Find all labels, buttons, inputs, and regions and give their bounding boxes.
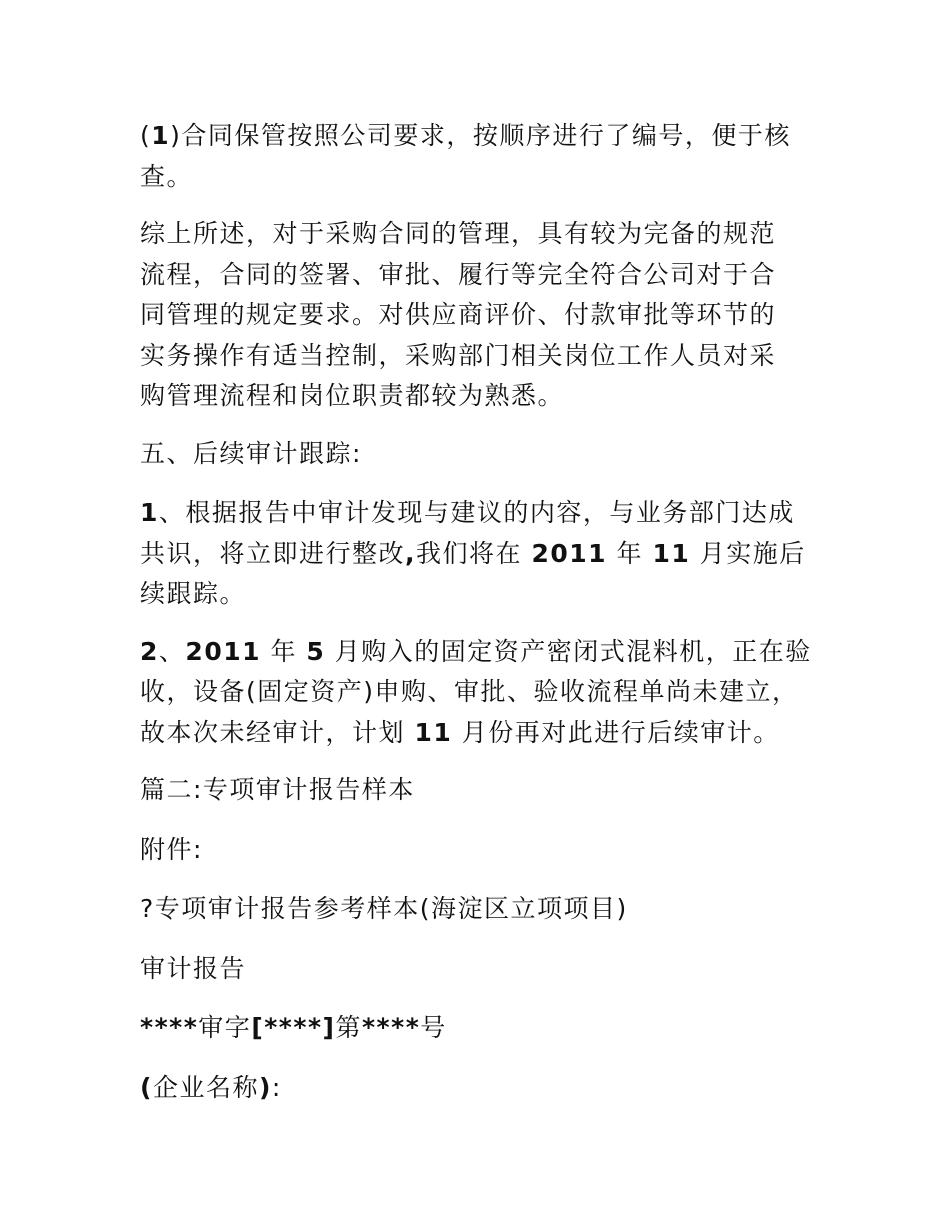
text-segment: 号	[420, 1013, 447, 1042]
bold-text-segment: 1	[140, 498, 159, 527]
text-segment: 月实施后	[690, 538, 806, 568]
text-line	[140, 376, 820, 417]
text-line	[140, 157, 820, 198]
text-line	[140, 336, 820, 377]
text-line	[140, 889, 820, 930]
paragraph	[140, 770, 820, 811]
text-segment: 流程，合同的签署、审批、履行等完全符合公司对于合	[140, 259, 777, 289]
bold-text-segment: ****	[140, 1013, 199, 1042]
text-line	[140, 534, 820, 575]
paragraph	[140, 434, 820, 475]
text-segment: 篇二:专项审计报告样本	[140, 775, 415, 804]
text-line	[140, 770, 820, 811]
paragraph	[140, 830, 820, 871]
text-line	[140, 574, 820, 615]
text-line	[140, 214, 820, 255]
text-segment: 审字	[198, 1013, 252, 1042]
bold-text-segment: ****	[361, 1013, 421, 1042]
text-line	[140, 493, 820, 534]
text-line	[140, 116, 820, 157]
text-segment: )合同保管按照公司要求，按顺序进行了编号，便于核	[170, 121, 791, 150]
bold-text-segment: 2	[140, 636, 159, 666]
bold-text-segment: (	[140, 1072, 153, 1102]
text-segment: 收，设备(固定资产)申购、审批、验收流程单尚未建立，	[140, 677, 799, 706]
bold-text-segment: 2011	[185, 636, 262, 666]
bold-text-segment: 11	[414, 717, 453, 747]
paragraph	[140, 214, 820, 417]
text-segment: 第	[335, 1013, 362, 1042]
text-segment: 月购入的固定资产密闭式混料机，正在验	[325, 636, 812, 666]
paragraph	[140, 116, 820, 197]
text-segment: ?专项审计报告参考样本(海淀区立项项目)	[140, 894, 628, 923]
paragraph	[140, 632, 820, 754]
text-segment: 故本次未经审计，计划	[140, 717, 415, 747]
paragraph	[140, 949, 820, 990]
text-segment: 综上所述，对于采购合同的管理，具有较为完备的规范	[140, 219, 777, 248]
text-segment: 月份再对此进行后续审计。	[452, 717, 780, 747]
text-segment: 企业名称	[152, 1072, 259, 1102]
bold-text-segment: 11	[652, 538, 691, 568]
text-line	[140, 1008, 820, 1049]
text-segment: 查。	[140, 161, 194, 191]
paragraph	[140, 1008, 820, 1049]
text-line	[140, 295, 820, 336]
text-segment: 年	[607, 538, 653, 568]
text-segment: 审计报告	[140, 953, 247, 983]
text-line	[140, 434, 820, 475]
paragraph	[140, 1068, 820, 1109]
text-segment: 我们将在	[416, 538, 532, 568]
document-page	[140, 116, 820, 1127]
bold-text-segment: ,	[405, 538, 417, 568]
text-segment: 年	[261, 636, 307, 666]
bold-text-segment: )	[258, 1072, 272, 1102]
bold-text-segment: [****]	[251, 1013, 336, 1042]
text-segment: 同管理的规定要求。对供应商评价、付款审批等环节的	[140, 300, 777, 329]
text-segment: 、	[158, 636, 186, 666]
text-segment: (	[140, 121, 152, 150]
text-segment: 附件:	[140, 834, 203, 864]
paragraph	[140, 889, 820, 930]
text-line	[140, 632, 820, 673]
text-line	[140, 255, 820, 296]
text-line	[140, 672, 820, 713]
text-segment: 五、后续审计跟踪:	[140, 438, 362, 468]
bold-text-segment: 2011	[531, 538, 608, 568]
text-line	[140, 713, 820, 754]
text-segment: 、根据报告中审计发现与建议的内容，与业务部门达成	[158, 498, 795, 527]
text-line	[140, 1068, 820, 1109]
text-line	[140, 830, 820, 871]
bold-text-segment: 5	[306, 636, 326, 666]
text-line	[140, 949, 820, 990]
paragraph	[140, 493, 820, 615]
text-segment: 续跟踪。	[140, 579, 247, 608]
bold-text-segment: 1	[151, 121, 171, 150]
text-segment: 实务操作有适当控制，采购部门相关岗位工作人员对采	[140, 340, 777, 370]
text-segment: 购管理流程和岗位职责都较为熟悉。	[140, 381, 565, 410]
text-segment: :	[271, 1072, 282, 1102]
text-segment: 共识，将立即进行整改	[140, 538, 406, 568]
